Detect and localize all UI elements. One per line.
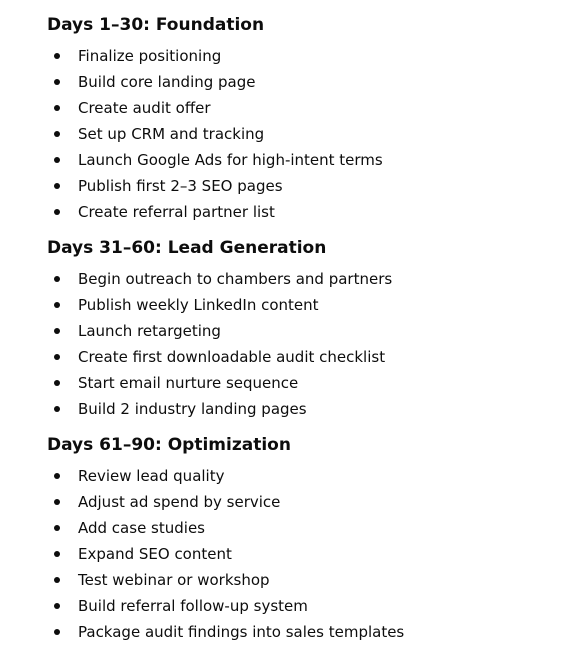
list-item: [47, 43, 567, 69]
bullet-icon: [54, 209, 60, 215]
list-item: [47, 199, 567, 225]
list-item-text: Launch retargeting: [78, 322, 221, 340]
bullet-icon: [54, 157, 60, 163]
list-item: [47, 541, 567, 567]
bullet-icon: [54, 131, 60, 137]
bullet-icon: [54, 79, 60, 85]
bullet-icon: [54, 354, 60, 360]
section-title: Days 31–60: Lead Generation: [47, 238, 327, 258]
list-item: [47, 266, 567, 292]
list-item: [47, 619, 567, 645]
section-title: Days 61–90: Optimization: [47, 435, 291, 455]
list-item-text: Package audit findings into sales templates: [78, 623, 405, 641]
list-item: [47, 173, 567, 199]
list-item-text: Publish weekly LinkedIn content: [78, 296, 319, 314]
bullet-list: [47, 266, 567, 422]
list-item: [47, 121, 567, 147]
list-item-text: Adjust ad spend by service: [78, 493, 281, 511]
list-item: [47, 593, 567, 619]
list-item-text: Build core landing page: [78, 73, 256, 91]
list-item: [47, 515, 567, 541]
list-item-text: Publish first 2–3 SEO pages: [78, 177, 283, 195]
bullet-icon: [54, 525, 60, 531]
bullet-icon: [54, 406, 60, 412]
list-item-text: Build 2 industry landing pages: [78, 400, 307, 418]
list-item: [47, 489, 567, 515]
list-item-text: Add case studies: [78, 519, 205, 537]
bullet-icon: [54, 183, 60, 189]
list-item: [47, 463, 567, 489]
list-item: [47, 318, 567, 344]
bullet-icon: [54, 276, 60, 282]
list-item: [47, 344, 567, 370]
list-item: [47, 95, 567, 121]
list-item: [47, 69, 567, 95]
bullet-icon: [54, 551, 60, 557]
list-item-text: Start email nurture sequence: [78, 374, 299, 392]
list-item-text: Create first downloadable audit checklist: [78, 348, 386, 366]
list-item: [47, 147, 567, 173]
list-item-text: Begin outreach to chambers and partners: [78, 270, 393, 288]
bullet-icon: [54, 629, 60, 635]
list-item: [47, 370, 567, 396]
bullet-icon: [54, 603, 60, 609]
bullet-icon: [54, 473, 60, 479]
list-item: [47, 292, 567, 318]
list-item: [47, 567, 567, 593]
section-title: Days 1–30: Foundation: [47, 15, 265, 35]
list-item-text: Build referral follow-up system: [78, 597, 308, 615]
list-item-text: Launch Google Ads for high-intent terms: [78, 151, 383, 169]
bullet-icon: [54, 328, 60, 334]
bullet-icon: [54, 105, 60, 111]
list-item-text: Create audit offer: [78, 99, 211, 117]
bullet-icon: [54, 53, 60, 59]
document-body: [47, 12, 567, 645]
section-optimization: [47, 432, 567, 645]
section-lead-generation: [47, 235, 567, 422]
bullet-list: [47, 43, 567, 225]
bullet-icon: [54, 302, 60, 308]
bullet-list: [47, 463, 567, 645]
section-foundation: [47, 12, 567, 225]
list-item-text: Test webinar or workshop: [78, 571, 270, 589]
bullet-icon: [54, 499, 60, 505]
list-item-text: Review lead quality: [78, 467, 225, 485]
bullet-icon: [54, 380, 60, 386]
list-item-text: Expand SEO content: [78, 545, 232, 563]
bullet-icon: [54, 577, 60, 583]
list-item-text: Finalize positioning: [78, 47, 222, 65]
list-item-text: Set up CRM and tracking: [78, 125, 265, 143]
list-item-text: Create referral partner list: [78, 203, 275, 221]
list-item: [47, 396, 567, 422]
